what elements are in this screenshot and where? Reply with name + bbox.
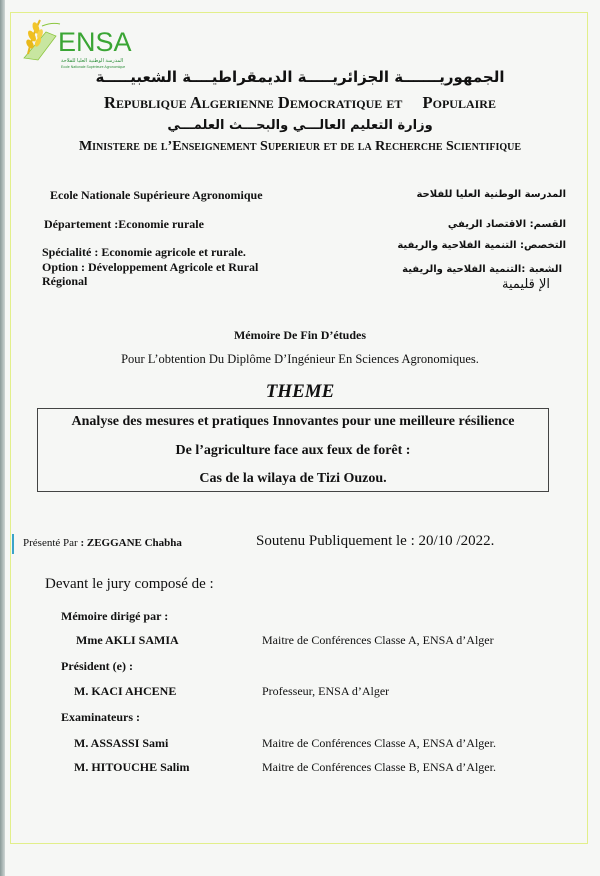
republic-ar: الجمهوريـــــــة الجزائريـــــة الديمقراطيــــة الشعبيـــــة <box>95 68 505 86</box>
department-ar: القسم: الاقتصاد الريفي <box>447 219 566 230</box>
presenter-name: : ZEGGANE Chabha <box>80 537 182 549</box>
option-fr-2: Régional <box>42 274 88 288</box>
jury-member-name: M. HITOUCHE Salim <box>74 760 190 774</box>
option-fr: Option : Développement Agricole et Rural <box>42 260 259 274</box>
school-ar: المدرسة الوطنية العليا للفلاحة <box>416 189 566 200</box>
memoire-subtitle: Pour L’obtention Du Diplôme D’Ingénieur En Sciences Agronomiques. <box>121 352 479 366</box>
logo-subtitle-ar: المدرسة الوطنية العليا للفلاحة <box>61 58 124 64</box>
jury-member-title: Maitre de Conférences Classe A, ENSA d’Alger <box>262 633 494 647</box>
jury-member-name: M. KACI AHCENE <box>74 684 177 698</box>
jury-member-name: Mme AKLI SAMIA <box>76 633 179 647</box>
theme-line-1: Analyse des mesures et pratiques Innovantes pour une meilleure résilience <box>71 414 515 429</box>
ensa-logo <box>16 14 132 69</box>
theme-label: THEME <box>265 381 335 402</box>
republic-fr-part1: Republique Algerienne Democratique et <box>104 93 403 112</box>
jury-role-supervisor: Mémoire dirigé par : <box>61 609 169 623</box>
jury-member-title: Professeur, ENSA d’Alger <box>262 684 390 698</box>
theme-line-2: De l’agriculture face aux feux de forêt : <box>175 443 411 458</box>
option-ar-2: الإ قليمية <box>501 277 550 292</box>
specialty-ar: التخصص: التنمية الفلاحية والريفية <box>397 240 566 251</box>
ministry-ar: وزارة التعليم العالـــي والبحـــث العلمـــي <box>167 118 433 133</box>
defense-date: Soutenu Publiquement le : 20/10 /2022. <box>256 533 495 549</box>
republic-fr-part2: Populaire <box>422 93 496 112</box>
theme-box <box>37 408 549 492</box>
presented-by-label: Présenté Par <box>23 537 78 549</box>
theme-line-3: Cas de la wilaya de Tizi Ouzou. <box>199 471 387 486</box>
jury-member-title: Maitre de Conférences Classe B, ENSA d’Alger. <box>262 760 496 774</box>
memoire-title: Mémoire De Fin D’études <box>233 328 367 342</box>
jury-role-president: Président (e) : <box>61 659 133 673</box>
school-fr: Ecole Nationale Supérieure Agronomique <box>50 188 263 202</box>
jury-member-name: M. ASSASSI Sami <box>74 736 169 750</box>
logo-subtitle-fr: Ecole Nationale Supérieure Agronomique <box>61 65 126 69</box>
logo-name: ENSA <box>58 27 132 57</box>
jury-role-examiners: Examinateurs : <box>61 710 140 724</box>
margin-mark <box>12 534 14 554</box>
presented-by <box>23 537 182 549</box>
option-ar: الشعبة :التنمية الفلاحية والريفية <box>402 264 562 275</box>
specialty-fr: Spécialité : Economie agricole et rurale. <box>42 245 246 259</box>
department-fr: Département :Economie rurale <box>44 217 204 231</box>
ministry-fr: Ministere de l’Enseignement Superieur et de la Recherche Scientifique <box>78 139 522 154</box>
republic-fr <box>0 93 600 113</box>
jury-member-title: Maitre de Conférences Classe A, ENSA d’Alger. <box>262 736 496 750</box>
wheat-icon <box>16 14 61 62</box>
jury-intro: Devant le jury composé de : <box>45 576 214 592</box>
